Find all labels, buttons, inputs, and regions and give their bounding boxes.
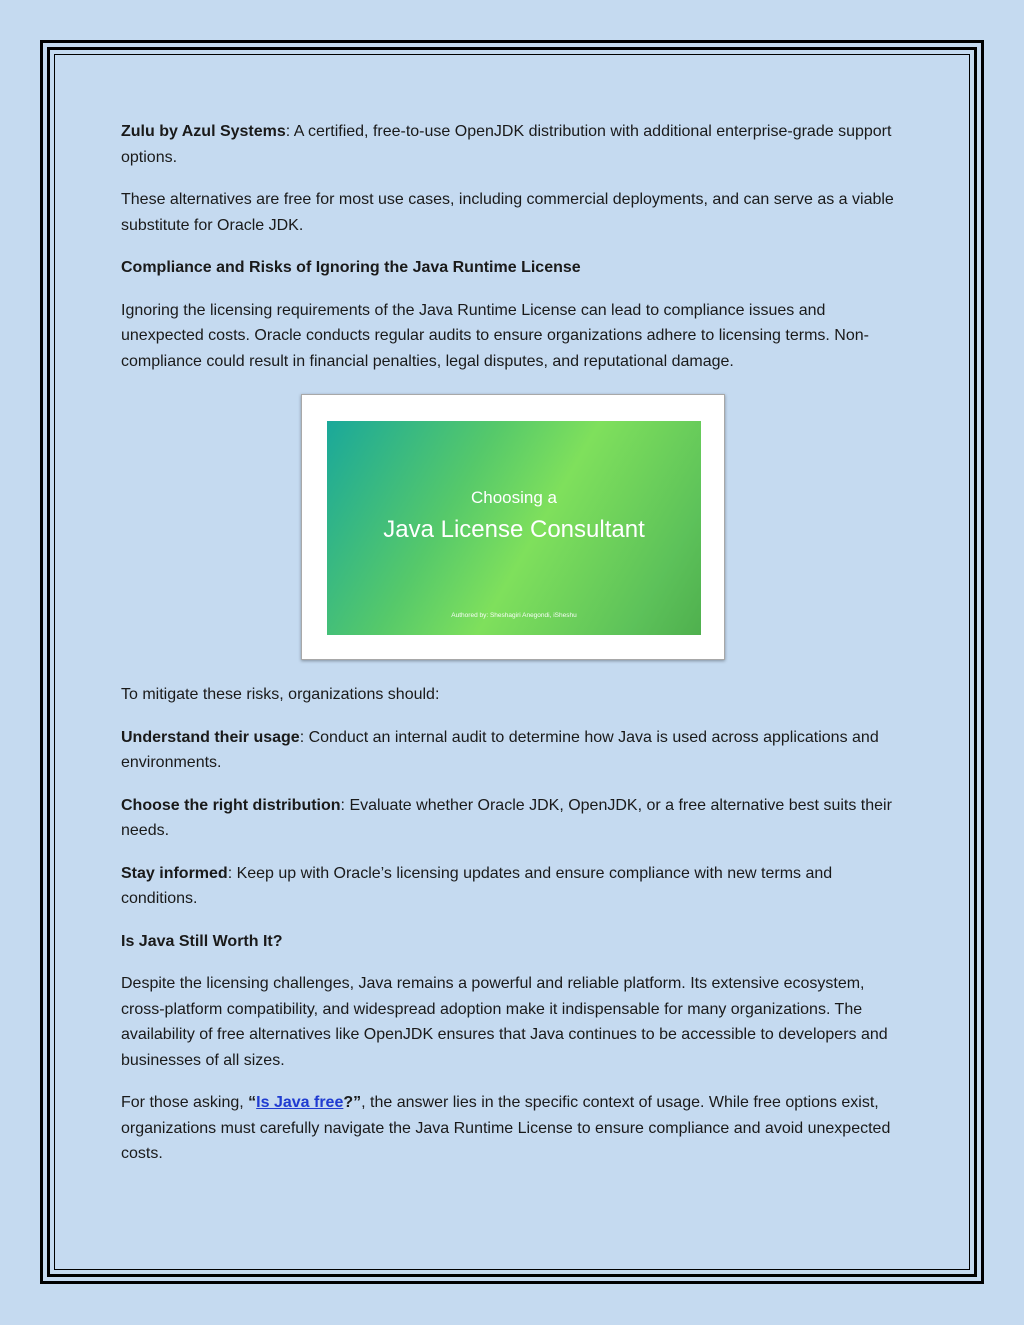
heading-compliance-text: Compliance and Risks of Ignoring the Java Runtime License [121, 259, 581, 276]
paragraph-asking [121, 1090, 911, 1167]
consultant-image [301, 394, 725, 660]
paragraph-ignoring: Ignoring the licensing requirements of the Java Runtime License can lead to compliance issues and unexpected costs. Oracle conducts regular audits to ensure organizations adhere to licensing terms. Non-compliance could result in financial penalties, legal disputes, and reputational damage. [121, 301, 869, 370]
quote-close: ?” [343, 1094, 362, 1111]
paragraph-alternatives: These alternatives are free for most use cases, including commercial deployments, and can serve as a viable substitute for Oracle JDK. [121, 191, 894, 234]
heading-worth [121, 929, 911, 955]
paragraph-usage [121, 725, 911, 776]
consultant-banner [327, 421, 701, 635]
paragraph-distribution [121, 793, 911, 844]
document-body [121, 119, 911, 1184]
informed-description: : Keep up with Oracle’s licensing updates and ensure compliance with new terms and conditions. [121, 864, 833, 907]
heading-compliance [121, 255, 911, 281]
banner-line-2: Java License Consultant [383, 516, 645, 543]
paragraph-informed [121, 861, 911, 912]
quote-open: “ [248, 1094, 257, 1111]
heading-worth-text: Is Java Still Worth It? [121, 932, 283, 950]
distribution-description: : Evaluate whether Oracle JDK, OpenJDK, or a free alternative best suits their needs. [121, 796, 892, 839]
is-java-free-link[interactable]: Is Java free [256, 1094, 344, 1111]
informed-term: Stay informed [121, 864, 228, 882]
asking-rest: , the answer lies in the specific context of usage. While free options exist, organizations must carefully navigate the Java Runtime License to ensure compliance and avoid unexpected costs. [121, 1094, 891, 1162]
asking-intro: For those asking, [121, 1094, 249, 1111]
paragraph-mitigate: To mitigate these risks, organizations should: [121, 686, 440, 703]
zulu-description: : A certified, free-to-use OpenJDK distribution with additional enterprise-grade support options. [121, 123, 892, 166]
zulu-term: Zulu by Azul Systems [121, 123, 286, 140]
usage-term: Understand their usage [121, 728, 300, 746]
banner-line-1: Choosing a [470, 488, 557, 507]
paragraph-zulu [121, 119, 911, 170]
banner-author: Authored by: Sheshagiri Anegondi, iSheshu [451, 612, 577, 619]
distribution-term: Choose the right distribution [121, 796, 341, 814]
paragraph-despite: Despite the licensing challenges, Java remains a powerful and reliable platform. Its extensive ecosystem, cross-platform compatibility, and widespread adoption make it indispensable for many organizations. The availability of free alternatives like OpenJDK ensures that Java continues to be accessible to developers and businesses of all sizes. [121, 975, 888, 1069]
usage-description: : Conduct an internal audit to determine how Java is used across applications and environments. [121, 728, 879, 771]
